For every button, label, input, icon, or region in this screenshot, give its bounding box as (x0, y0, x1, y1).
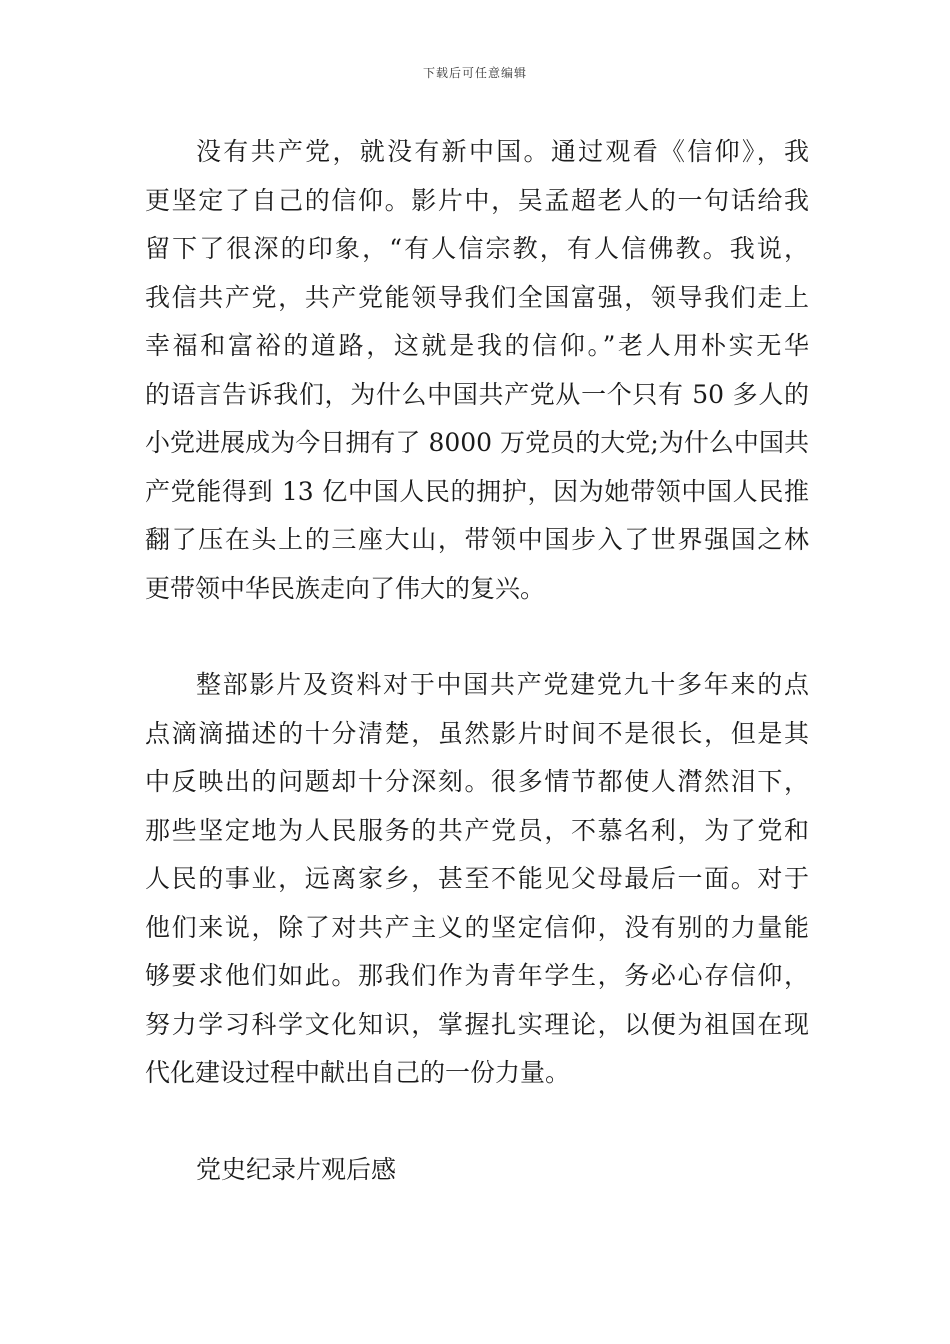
section-heading-block (145, 1146, 809, 1195)
text-line: 点滴滴描述的十分清楚，虽然影片时间不是很长，但是其 (145, 718, 809, 748)
section-title: 党史纪录片观后感 (196, 1154, 397, 1184)
text-line: 够要求他们如此。那我们作为青年学生，务必心存信仰， (145, 961, 809, 990)
text-line: 整部影片及资料对于中国共产党建党九十多年来的点 (196, 670, 809, 699)
text-line: 幸福和富裕的道路，这就是我的信仰。”老人用朴实无华 (145, 331, 809, 360)
paragraph-2 (145, 661, 809, 1098)
header-note: 下载后可任意编辑 (422, 66, 527, 80)
text-line: 那些坚定地为人民服务的共产党员，不慕名利，为了党和 (145, 815, 809, 845)
text-line: 小党进展成为今日拥有了 8000 万党员的大党;为什么中国共 (145, 428, 809, 457)
text-line: 代化建设过程中献出自己的一份力量。 (145, 1058, 571, 1087)
text-line: 产党能得到 13 亿中国人民的拥护，因为她带领中国人民推 (145, 476, 809, 506)
text-line: 中反映出的问题却十分深刻。很多情节都使人潸然泪下， (145, 767, 809, 796)
text-line: 更带领中华民族走向了伟大的复兴。 (145, 573, 546, 603)
document-body (145, 128, 809, 1194)
text-line: 留下了很深的印象，“有人信宗教，有人信佛教。我说， (145, 234, 809, 263)
text-line: 他们来说，除了对共产主义的坚定信仰，没有别的力量能 (145, 912, 809, 942)
text-line: 的语言告诉我们，为什么中国共产党从一个只有 50 多人的 (145, 379, 809, 409)
text-line: 翻了压在头上的三座大山，带领中国步入了世界强国之林 (145, 525, 809, 554)
text-line: 人民的事业，远离家乡，甚至不能见父母最后一面。对于 (145, 864, 809, 893)
text-line: 没有共产党，就没有新中国。通过观看《信仰》，我 (196, 137, 809, 166)
text-line: 更坚定了自己的信仰。影片中，吴孟超老人的一句话给我 (145, 185, 809, 215)
text-line: 努力学习科学文化知识，掌握扎实理论，以便为祖国在现 (145, 1009, 809, 1039)
text-line: 我信共产党，共产党能领导我们全国富强，领导我们走上 (145, 282, 809, 312)
paragraph-1 (145, 128, 809, 613)
